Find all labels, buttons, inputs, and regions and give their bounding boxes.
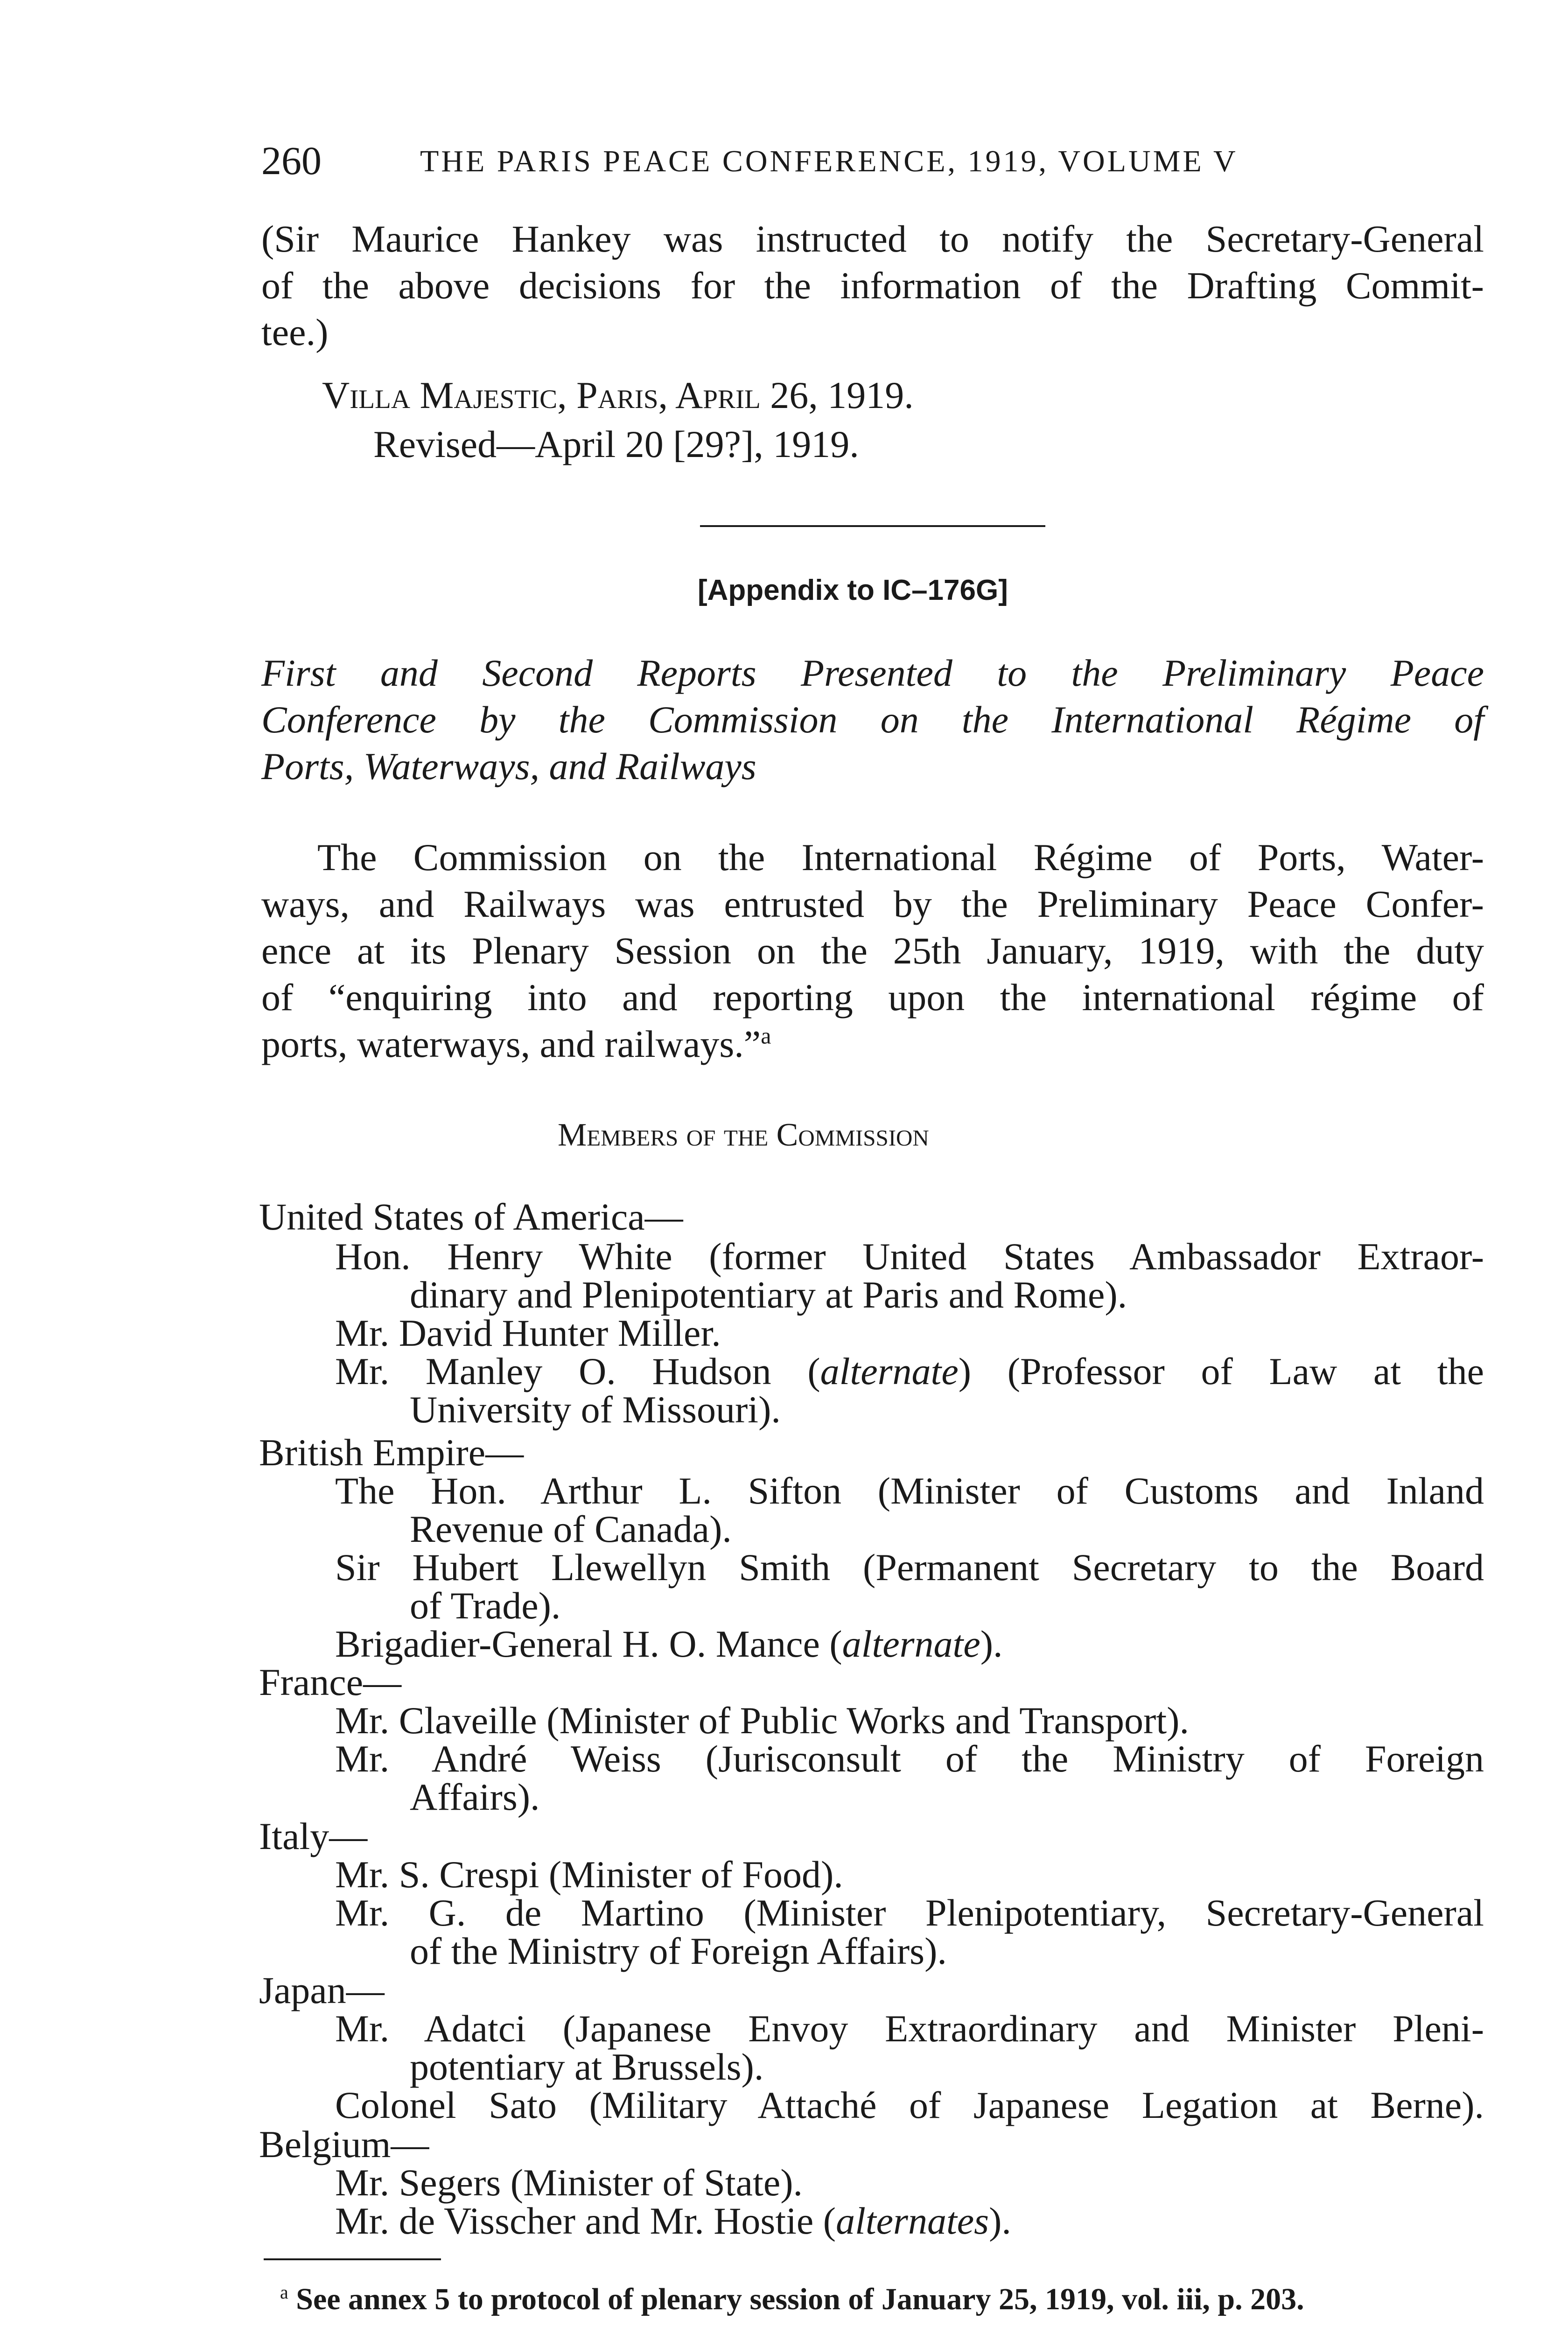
page-number: 260 [261, 138, 322, 183]
running-title: THE PARIS PEACE CONFERENCE, 1919, VOLUME V [420, 144, 1238, 178]
member-belgium-2-alternates: alternates [836, 2200, 989, 2242]
country-france: France— [259, 1661, 402, 1703]
country-italy: Italy— [259, 1815, 368, 1857]
member-usa-2: Mr. David Hunter Miller. [335, 1312, 721, 1354]
section-rule [700, 525, 1045, 527]
member-british-3 [335, 1620, 1484, 1668]
dateline-place-text: Villa Majestic, Paris, April 26, 1919. [322, 374, 914, 416]
country-usa: United States of America— [259, 1195, 683, 1238]
country-belgium: Belgium— [259, 2123, 429, 2165]
member-usa-3-post: ) (Professor of Law at the [958, 1350, 1484, 1392]
member-british-1-line-1: The Hon. Arthur L. Sifton (Minister of Customs and Inland [335, 1469, 1484, 1512]
intro-line-1: (Sir Maurice Hankey was instructed to notify the Secretary-General [261, 218, 1484, 260]
member-france-2-line-1: Mr. André Weiss (Jurisconsult of the Ministry of Foreign [335, 1737, 1484, 1780]
member-italy-2-line-1: Mr. G. de Martino (Minister Plenipotentiary, Secretary-General [335, 1891, 1484, 1934]
footnote-rule [264, 2258, 441, 2260]
appendix-title-line-1: First and Second Reports Presented to the Preliminary Peace [261, 652, 1484, 694]
member-british-1-line-2: Revenue of Canada). [410, 1508, 732, 1550]
member-japan-1-line-1: Mr. Adatci (Japanese Envoy Extraordinary and Minister Pleni- [335, 2007, 1484, 2050]
member-france-2-line-2: Affairs). [410, 1776, 540, 1818]
body-line-5 [261, 1020, 1484, 1069]
member-usa-3-pre: Mr. Manley O. Hudson ( [335, 1350, 820, 1392]
member-british-2-line-2: of Trade). [410, 1584, 561, 1627]
body-line-1: The Commission on the International Régime of Ports, Water- [317, 836, 1484, 879]
intro-line-3: tee.) [261, 311, 329, 353]
body-line-3: ence at its Plenary Session on the 25th January, 1919, with the duty [261, 929, 1484, 972]
body-line-2: ways, and Railways was entrusted by the Preliminary Peace Confer- [261, 883, 1484, 925]
dateline-revised: Revised—April 20 [29?], 1919. [373, 423, 859, 465]
intro-line-2: of the above decisions for the information of the Drafting Commit- [261, 264, 1484, 307]
country-british-empire: British Empire— [259, 1431, 524, 1474]
dateline-place [322, 371, 1545, 420]
member-france-1: Mr. Claveille (Minister of Public Works and Transport). [335, 1699, 1189, 1742]
member-british-3-alternate: alternate [842, 1623, 980, 1665]
appendix-title-line-3: Ports, Waterways, and Railways [261, 745, 756, 787]
footnote [280, 2278, 1484, 2321]
member-usa-3-alternate: alternate [820, 1350, 959, 1392]
member-italy-2-line-2: of the Ministry of Foreign Affairs). [410, 1930, 947, 1972]
footnote-ref: a [761, 1022, 771, 1049]
member-british-3-pre: Brigadier-General H. O. Mance ( [335, 1623, 842, 1665]
body-line-4: of “enquiring into and reporting upon the international régime of [261, 976, 1484, 1019]
member-japan-2: Colonel Sato (Military Attaché of Japanese Legation at Berne). [335, 2084, 1484, 2126]
appendix-label: [Appendix to IC–176G] [698, 574, 1008, 606]
member-british-2-line-1: Sir Hubert Llewellyn Smith (Permanent Secretary to the Board [335, 1546, 1484, 1589]
member-italy-1: Mr. S. Crespi (Minister of Food). [335, 1853, 843, 1896]
member-belgium-2 [335, 2197, 1484, 2245]
footnote-text: See annex 5 to protocol of plenary session of January 25, 1919, vol. iii, p. 203. [296, 2282, 1304, 2316]
country-japan: Japan— [259, 1969, 385, 2011]
member-british-3-post: ). [980, 1623, 1003, 1665]
appendix-title-line-2: Conference by the Commission on the International Régime of [261, 698, 1484, 741]
members-heading: Members of the Commission [558, 1117, 929, 1153]
member-usa-1-line-2: dinary and Plenipotentiary at Paris and Rome). [410, 1273, 1127, 1316]
body-line-5-text: ports, waterways, and railways.” [261, 1023, 761, 1065]
footnote-mark: a [280, 2282, 288, 2303]
member-belgium-2-pre: Mr. de Visscher and Mr. Hostie ( [335, 2200, 836, 2242]
member-japan-1-line-2: potentiary at Brussels). [410, 2046, 764, 2088]
member-belgium-2-post: ). [989, 2200, 1011, 2242]
member-belgium-1: Mr. Segers (Minister of State). [335, 2161, 803, 2204]
member-usa-1-line-1: Hon. Henry White (former United States Ambassador Extraor- [335, 1235, 1484, 1278]
member-usa-3-line-2: University of Missouri). [410, 1388, 781, 1431]
